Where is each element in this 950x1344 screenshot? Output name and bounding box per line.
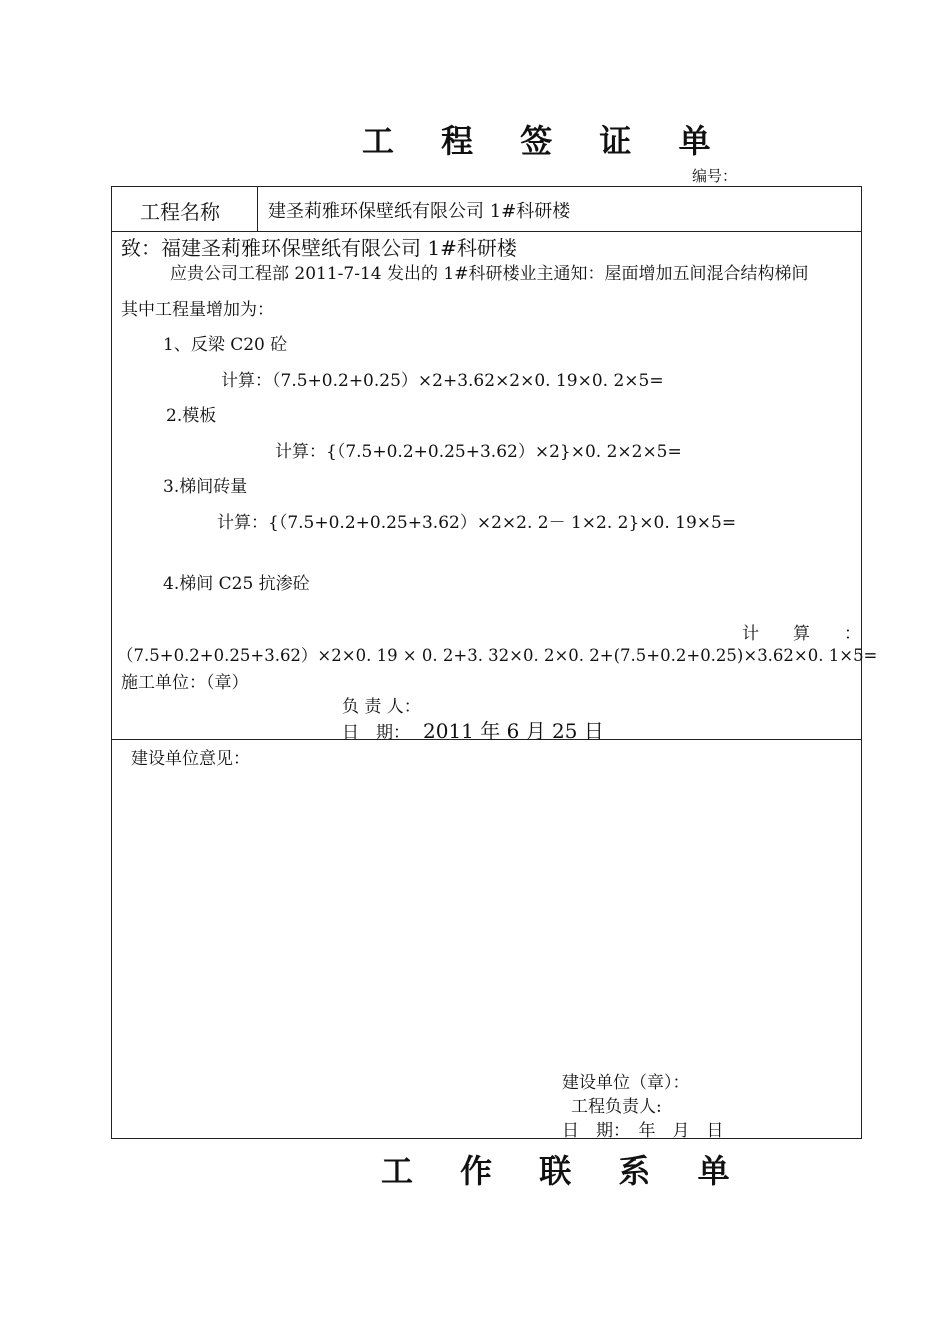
date-value: 2011 年 6 月 25 日 (423, 719, 604, 743)
item-4-calc: （7.5+0.2+0.25+3.62）×2×0. 19 × 0. 2+3. 32×0. 2×0. 2+(7.5+0.2+0.25)×3.62×0. 1×5= (117, 646, 878, 665)
contractor-label: 施工单位：（章） (121, 673, 249, 693)
intro-line-2: 其中工程量增加为： (121, 300, 274, 320)
owner-seal-label: 建设单位（章）： (562, 1073, 690, 1093)
intro-line-1: 应贵公司工程部 2011-7-14 发出的 1#科研楼业主通知：屋面增加五间混合结构梯间 (170, 264, 809, 284)
owner-date-label: 日 期： 年 月 日 (562, 1121, 724, 1141)
next-form-title: 工 作 联 系 单 (381, 1152, 748, 1190)
addressee-line: 致：福建圣莉雅环保壁纸有限公司 1#科研楼 (121, 236, 517, 260)
item-3-heading: 3.梯间砖量 (163, 477, 248, 497)
name-column-divider (257, 186, 258, 231)
owner-opinion-label: 建设单位意见： (131, 749, 250, 769)
item-2-heading: 2.模板 (166, 406, 217, 426)
item-4-heading: 4.梯间 C25 抗渗砼 (163, 574, 310, 594)
page-title: 工 程 签 证 单 (362, 122, 729, 160)
date-label: 日 期： (342, 723, 410, 743)
responsible-person-label: 负 责 人： (342, 697, 421, 717)
item-4-calc-label: 计 算 ： (742, 624, 861, 644)
item-1-calc: 计算：（7.5+0.2+0.25）×2+3.62×2×0. 19×0. 2×5= (221, 371, 664, 391)
item-1-heading: 1、反梁 C20 砼 (163, 335, 288, 355)
owner-manager-label: 工程负责人: (571, 1097, 662, 1117)
project-name-label: 工程名称 (140, 200, 220, 224)
item-2-calc: 计算：{（7.5+0.2+0.25+3.62）×2}×0. 2×2×5= (275, 442, 682, 462)
serial-number-label: 编号： (692, 167, 738, 185)
project-name-value: 建圣莉雅环保壁纸有限公司 1#科研楼 (268, 201, 571, 222)
item-3-calc: 计算：{（7.5+0.2+0.25+3.62）×2×2. 2－ 1×2. 2}×0. 19×5= (217, 513, 737, 533)
